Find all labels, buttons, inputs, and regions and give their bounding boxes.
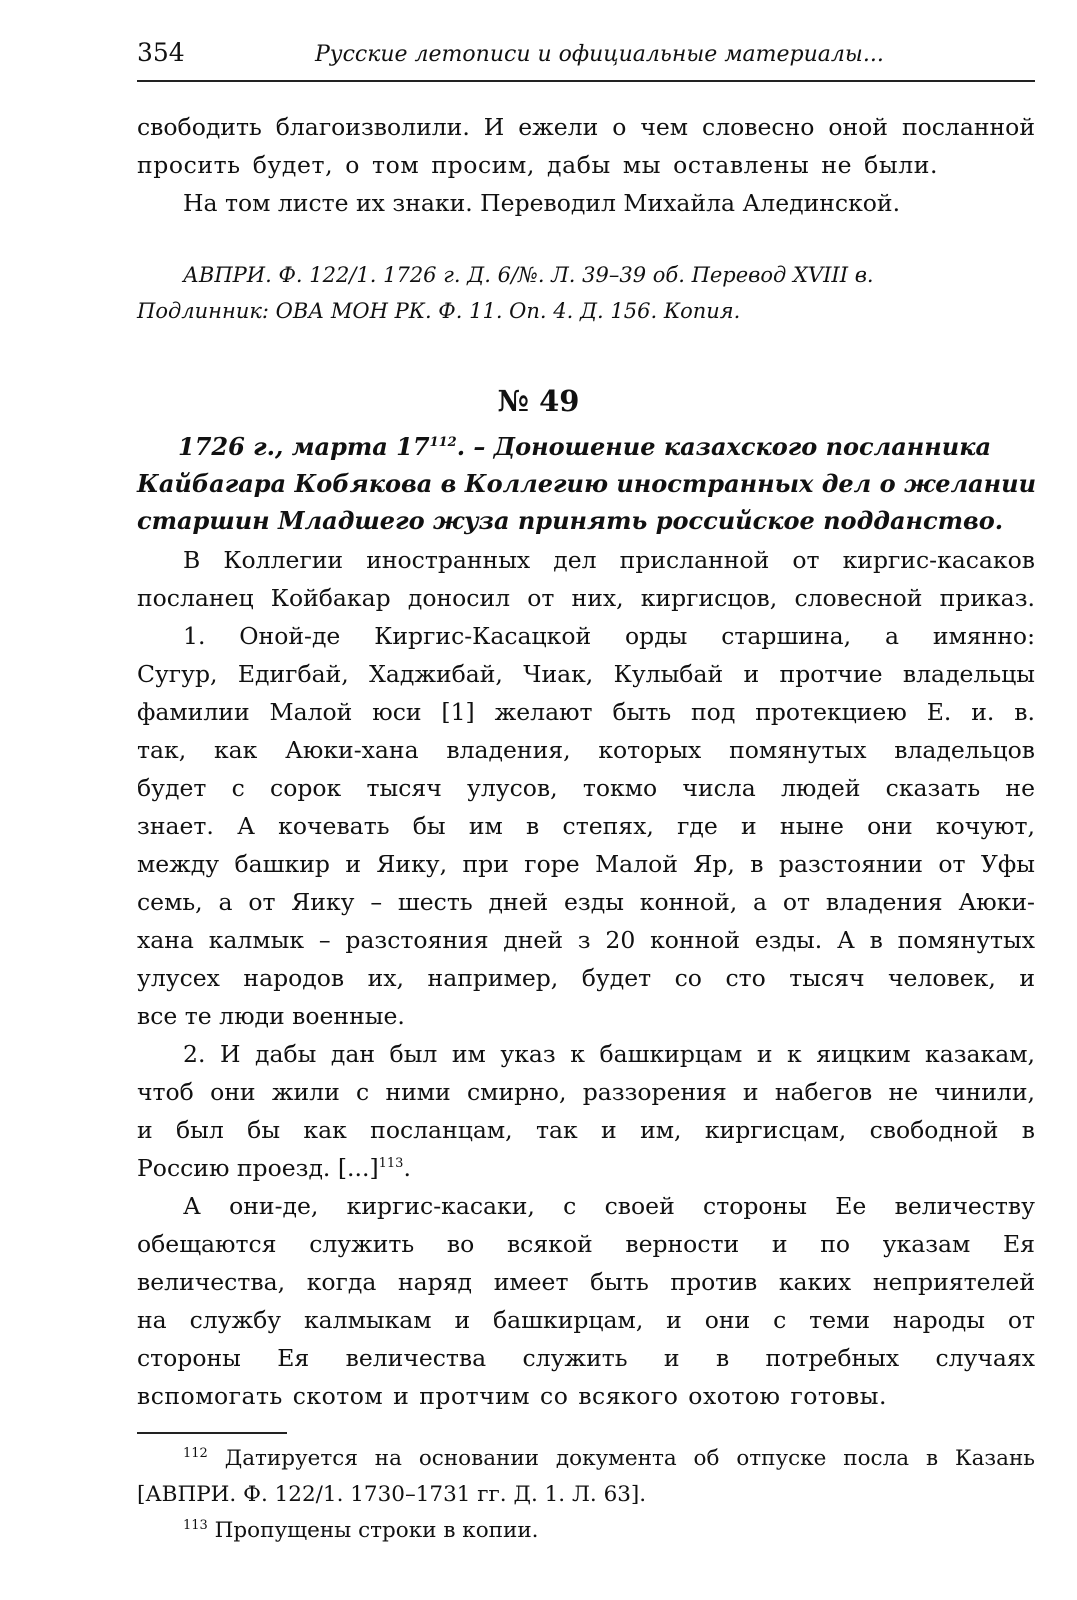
body-line: величества, когда наряд имеет быть против каких неприятелей xyxy=(137,1268,1035,1296)
body-line: 1. Оной-де Киргис-Касацкой орды старшина, а имянно: xyxy=(183,622,1035,650)
document-title-line: Кайбагара Кобякова в Коллегию иностранных дел о желании xyxy=(137,469,1037,498)
footnote-number: 112 xyxy=(183,1445,208,1461)
footnote-112 xyxy=(183,1444,1035,1474)
body-line: В Коллегии иностранных дел присланной от киргис-касаков xyxy=(183,546,1035,574)
footnote-text: Пропущены строки в копии. xyxy=(214,1518,539,1543)
text-line: На том листе их знаки. Переводил Михайла Алединской. xyxy=(183,189,901,217)
footnote-rule xyxy=(137,1432,287,1434)
body-line: вспомогать скотом и протчим со всякого охотою готовы. xyxy=(137,1382,887,1410)
body-line: обещаются служить во всякой верности и по указам Ея xyxy=(137,1230,1035,1258)
body-line: все те люди военные. xyxy=(137,1002,405,1030)
header-rule xyxy=(137,80,1035,82)
document-title-line: старшин Младшего жуза принять российское подданство. xyxy=(137,506,1004,535)
body-line: улусех народов их, например, будет со сто тысяч человек, и xyxy=(137,964,1035,992)
footnote-text: Датируется на основании документа об отпуске посла в Казань xyxy=(224,1446,1035,1471)
footnote-ref-112: 112 xyxy=(429,435,457,450)
footnote-113 xyxy=(183,1516,1035,1546)
body-line: между башкир и Яику, при горе Малой Яр, в разстоянии от Уфы xyxy=(137,850,1035,878)
body-line: на службу калмыкам и башкирцам, и они с теми народы от xyxy=(137,1306,1035,1334)
body-line: и был бы как посланцам, так и им, киргисцам, свободной в xyxy=(137,1116,1035,1144)
body-line-text: Россию проезд. [...] xyxy=(137,1154,379,1182)
body-line: стороны Ея величества служить и в потребных случаях xyxy=(137,1344,1035,1372)
document-date: 1726 г., марта 17 xyxy=(178,432,430,461)
page-number: 354 xyxy=(137,38,185,67)
footnote-112-cont: [АВПРИ. Ф. 122/1. 1730–1731 гг. Д. 1. Л. 63]. xyxy=(137,1482,647,1507)
document-title-start: . – Доношение казахского посланника xyxy=(456,432,991,461)
body-line: знает. А кочевать бы им в степях, где и ныне они кочуют, xyxy=(137,812,1035,840)
running-title: Русские летописи и официальные материалы... xyxy=(315,42,884,67)
body-line: А они-де, киргис-касаки, с своей стороны Ее величеству xyxy=(183,1192,1035,1220)
body-line: Сугур, Едигбай, Хаджибай, Чиак, Кулыбай и протчие владельцы xyxy=(137,660,1035,688)
text-line: свободить благоизволили. И ежели о чем словесно оной посланной xyxy=(137,113,1035,141)
body-line: семь, а от Яику – шесть дней езды конной, а от владения Аюки- xyxy=(137,888,1035,916)
body-line: Россию проезд. [...]$^{113}$. xyxy=(137,1154,411,1182)
document-number: № 49 xyxy=(497,384,580,418)
page-header xyxy=(137,38,1037,78)
source-citation: АВПРИ. Ф. 122/1. 1726 г. Д. 6/№. Л. 39–39 об. Перевод XVIII в. xyxy=(183,263,874,287)
body-line: будет с сорок тысяч улусов, токмо числа людей сказать не xyxy=(137,774,1035,802)
body-line: 2. И дабы дан был им указ к башкирцам и к яицким казакам, xyxy=(183,1040,1035,1068)
body-line: посланец Койбакар доносил от них, киргисцов, словесной приказ. xyxy=(137,584,1035,612)
footnote-ref-113: 113 xyxy=(378,1156,404,1172)
source-original: Подлинник: ОВА МОН РК. Ф. 11. Оп. 4. Д. 156. Копия. xyxy=(137,299,741,323)
body-line: хана калмык – разстояния дней з 20 конной езды. А в помянутых xyxy=(137,926,1035,954)
document-title-line xyxy=(178,432,1035,462)
body-line: чтоб они жили с ними смирно, раззорения и набегов не чинили, xyxy=(137,1078,1035,1106)
body-line: фамилии Малой юси [1] желают быть под протекциею Е. и. в. xyxy=(137,698,1035,726)
text-line: просить будет, о том просим, дабы мы оставлены не были. xyxy=(137,151,939,179)
footnote-number: 113 xyxy=(183,1517,208,1533)
body-line: так, как Аюки-хана владения, которых помянутых владельцов xyxy=(137,736,1035,764)
